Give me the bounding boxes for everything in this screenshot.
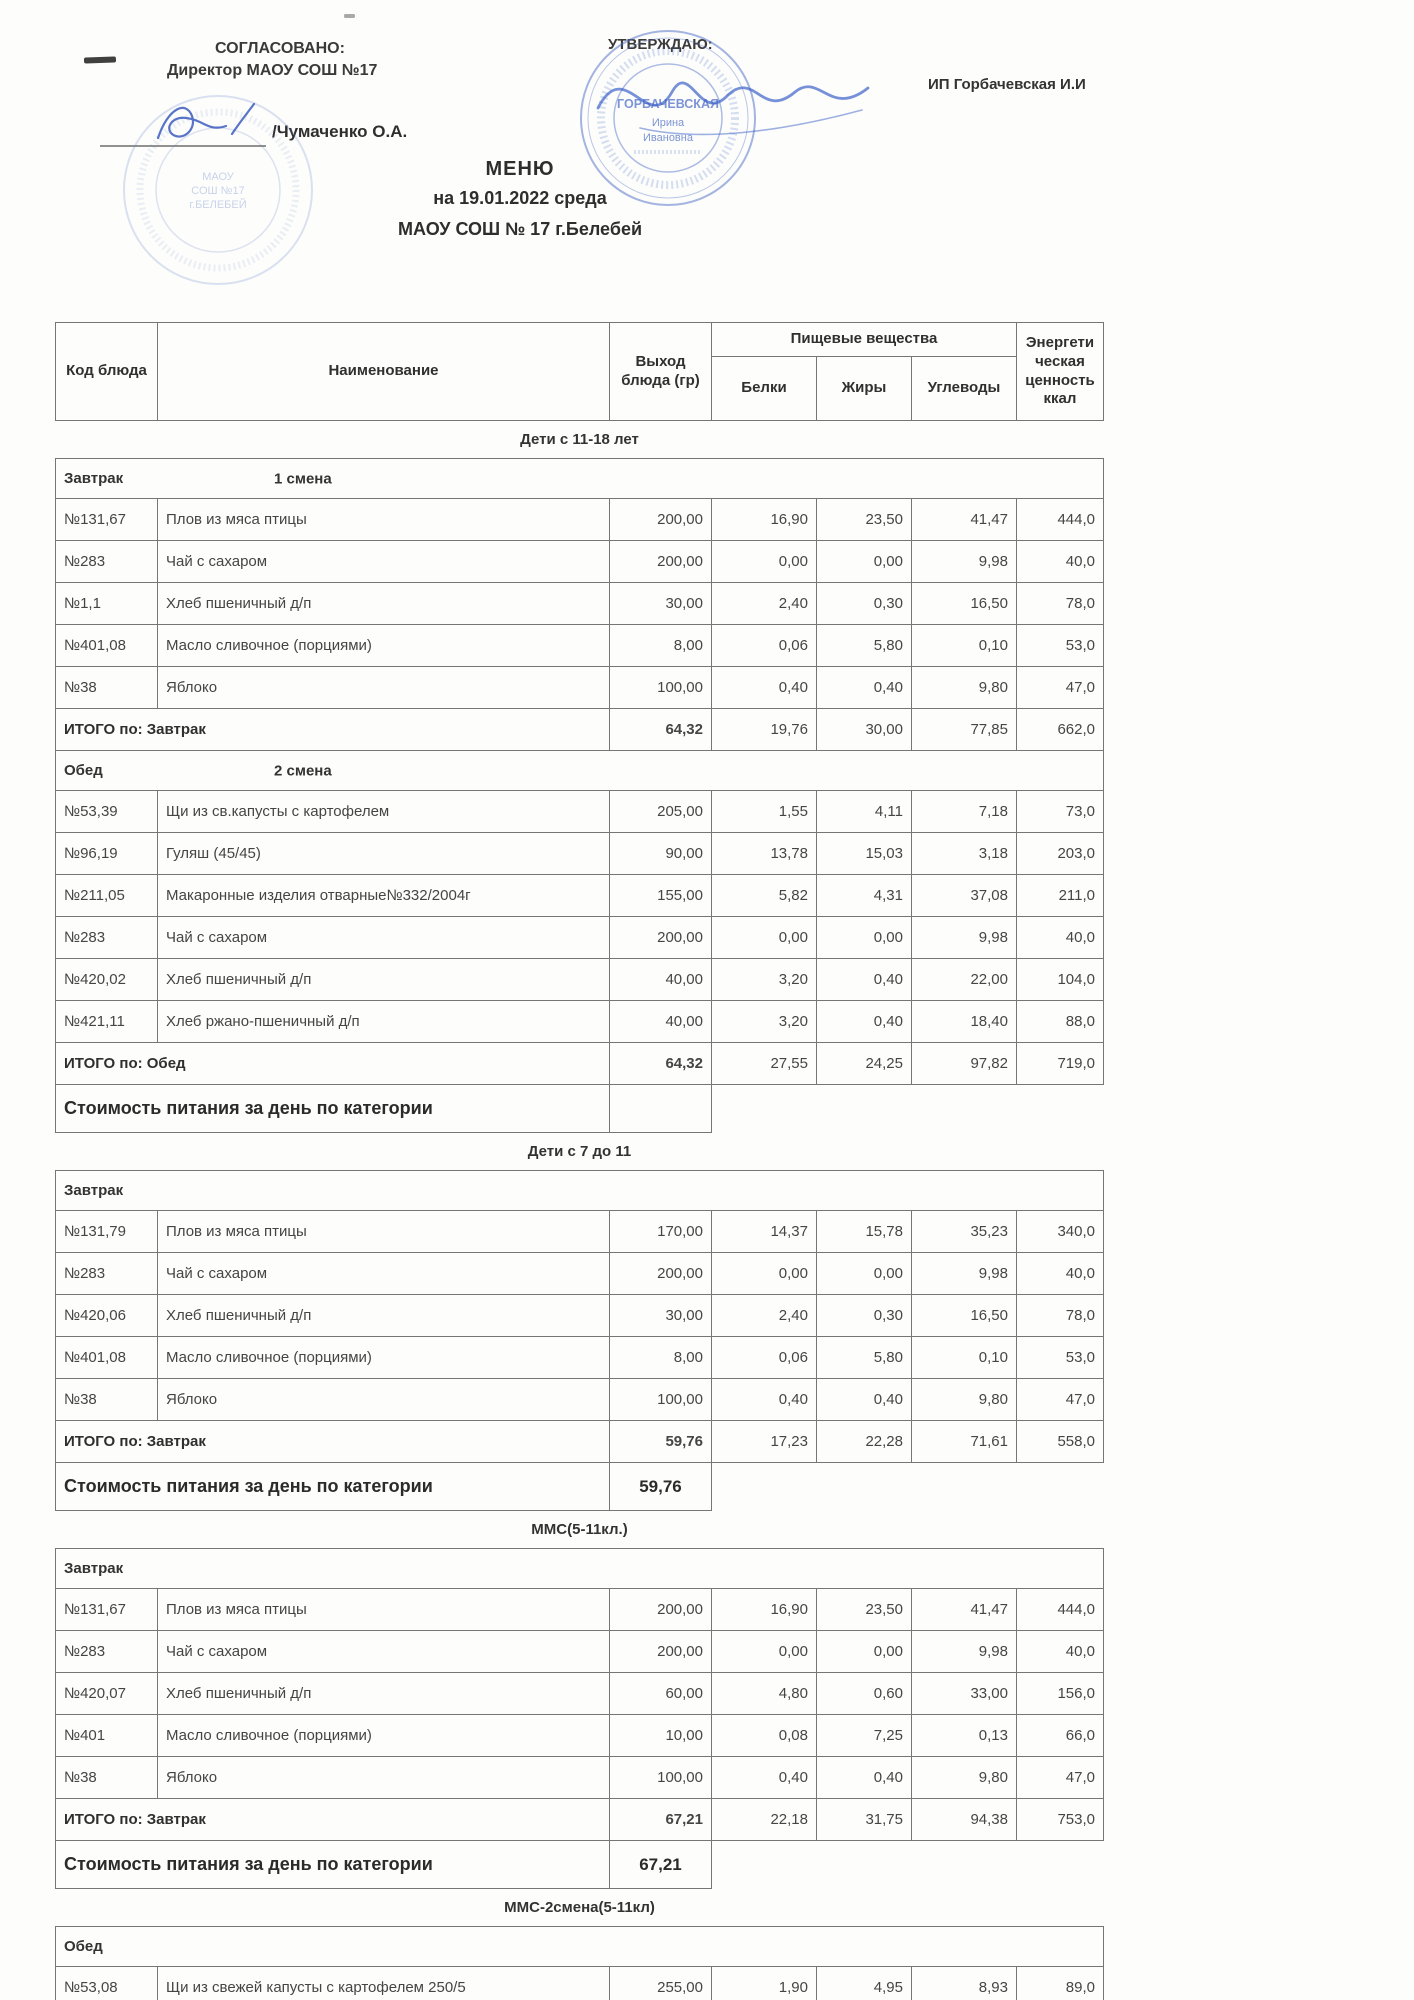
dish-code: №401,08: [56, 625, 158, 667]
dish-fat: 0,60: [817, 1673, 912, 1715]
dish-name: Щи из свежей капусты с картофелем 250/5: [158, 1967, 610, 2000]
dish-carbs: 16,50: [912, 583, 1017, 625]
dish-yield: 200,00: [610, 499, 712, 541]
dish-carbs: 9,98: [912, 541, 1017, 583]
dish-energy: 47,0: [1017, 1757, 1104, 1799]
table-row-dish: [56, 1589, 1104, 1631]
dish-yield: 200,00: [610, 917, 712, 959]
total-protein: 19,76: [712, 709, 817, 751]
dish-name: Чай с сахаром: [158, 1631, 610, 1673]
doc-title-date: на 19.01.2022 среда: [433, 188, 607, 208]
dish-yield: 155,00: [610, 875, 712, 917]
dish-code: №53,08: [56, 1967, 158, 2000]
dish-fat: 23,50: [817, 499, 912, 541]
dish-yield: 30,00: [610, 1295, 712, 1337]
dish-yield: 40,00: [610, 1001, 712, 1043]
dish-energy: 444,0: [1017, 499, 1104, 541]
dish-energy: 73,0: [1017, 791, 1104, 833]
dish-code: №283: [56, 541, 158, 583]
dish-fat: 0,30: [817, 1295, 912, 1337]
dish-protein: 0,40: [712, 1757, 817, 1799]
col-header-nutrients: Пищевые вещества: [712, 323, 1017, 357]
dish-protein: 2,40: [712, 583, 817, 625]
menu-table-body: [56, 421, 1104, 2000]
table-header-row-1: [56, 323, 1104, 357]
dish-energy: 53,0: [1017, 1337, 1104, 1379]
dish-protein: 0,00: [712, 1253, 817, 1295]
dish-carbs: 9,98: [912, 1631, 1017, 1673]
dish-yield: 205,00: [610, 791, 712, 833]
total-yield: 64,32: [610, 709, 712, 751]
dish-yield: 170,00: [610, 1211, 712, 1253]
document-title-block: [80, 158, 960, 240]
table-row-dish: [56, 1295, 1104, 1337]
total-carbs: 77,85: [912, 709, 1017, 751]
table-row-dish: [56, 1631, 1104, 1673]
total-energy: 558,0: [1017, 1421, 1104, 1463]
dish-protein: 14,37: [712, 1211, 817, 1253]
dish-protein: 0,40: [712, 1379, 817, 1421]
total-yield: 67,21: [610, 1799, 712, 1841]
table-row-dish: [56, 625, 1104, 667]
table-row-dish: [56, 1379, 1104, 1421]
table-row-dish: [56, 499, 1104, 541]
dish-yield: 30,00: [610, 583, 712, 625]
total-yield: 64,32: [610, 1043, 712, 1085]
dish-name: Яблоко: [158, 1379, 610, 1421]
dish-code: №1,1: [56, 583, 158, 625]
table-row-dish: [56, 1673, 1104, 1715]
dish-code: №38: [56, 1379, 158, 1421]
dish-protein: 0,06: [712, 1337, 817, 1379]
category-title: Дети с 7 до 11: [527, 1143, 632, 1160]
dish-yield: 200,00: [610, 1253, 712, 1295]
table-row-dish: [56, 1001, 1104, 1043]
day-cost-value: 59,76: [610, 1463, 712, 1511]
table-row-meal: [56, 1549, 1104, 1589]
ip-stamp-firstname: Ирина: [651, 117, 685, 129]
table-row-total: [56, 709, 1104, 751]
cost-filler: [712, 1463, 1104, 1511]
dish-code: №420,06: [56, 1295, 158, 1337]
table-row-total: [56, 1799, 1104, 1841]
meal-label: Завтрак: [64, 1560, 124, 1577]
col-header-name: Наименование: [158, 323, 610, 421]
dish-fat: 15,03: [817, 833, 912, 875]
dish-yield: 10,00: [610, 1715, 712, 1757]
dish-carbs: 22,00: [912, 959, 1017, 1001]
day-cost-value: [610, 1085, 712, 1133]
dish-name: Чай с сахаром: [158, 1253, 610, 1295]
table-row-category: [56, 421, 1104, 459]
table-row-total: [56, 1421, 1104, 1463]
dish-energy: 66,0: [1017, 1715, 1104, 1757]
dish-carbs: 35,23: [912, 1211, 1017, 1253]
dish-name: Хлеб пшеничный д/п: [158, 583, 610, 625]
total-energy: 662,0: [1017, 709, 1104, 751]
dish-fat: 0,00: [817, 1631, 912, 1673]
meal-shift-label: 1 смена: [274, 470, 332, 487]
table-row-category: [56, 1889, 1104, 1927]
dish-yield: 255,00: [610, 1967, 712, 2000]
meal-label: Завтрак: [64, 1182, 124, 1199]
dish-fat: 0,00: [817, 917, 912, 959]
dish-code: №420,07: [56, 1673, 158, 1715]
dish-yield: 200,00: [610, 1589, 712, 1631]
dish-yield: 8,00: [610, 625, 712, 667]
dish-name: Хлеб пшеничный д/п: [158, 959, 610, 1001]
table-row-dish: [56, 1757, 1104, 1799]
dish-energy: 78,0: [1017, 583, 1104, 625]
day-cost-label: Стоимость питания за день по категории: [56, 1463, 610, 1511]
table-row-cost: [56, 1463, 1104, 1511]
dish-carbs: 3,18: [912, 833, 1017, 875]
dish-name: Щи из св.капусты с картофелем: [158, 791, 610, 833]
dish-fat: 0,00: [817, 541, 912, 583]
dish-protein: 0,06: [712, 625, 817, 667]
table-row-category: [56, 1511, 1104, 1549]
dish-protein: 1,90: [712, 1967, 817, 2000]
school-stamp-text: г.БЕЛЕБЕЙ: [189, 199, 247, 211]
dish-yield: 60,00: [610, 1673, 712, 1715]
dish-carbs: 18,40: [912, 1001, 1017, 1043]
meal-label: Завтрак: [64, 470, 124, 487]
dish-energy: 53,0: [1017, 625, 1104, 667]
dish-code: №131,67: [56, 499, 158, 541]
total-carbs: 94,38: [912, 1799, 1017, 1841]
table-row-total: [56, 1043, 1104, 1085]
dish-yield: 200,00: [610, 1631, 712, 1673]
dish-name: Гуляш (45/45): [158, 833, 610, 875]
dish-carbs: 16,50: [912, 1295, 1017, 1337]
cost-filler: [712, 1085, 1104, 1133]
doc-title-school: МАОУ СОШ № 17 г.Белебей: [397, 219, 643, 239]
dish-carbs: 9,98: [912, 917, 1017, 959]
dish-code: №401,08: [56, 1337, 158, 1379]
dish-yield: 90,00: [610, 833, 712, 875]
dish-code: №38: [56, 667, 158, 709]
dish-energy: 88,0: [1017, 1001, 1104, 1043]
dish-carbs: 9,98: [912, 1253, 1017, 1295]
dish-energy: 40,0: [1017, 917, 1104, 959]
dish-energy: 78,0: [1017, 1295, 1104, 1337]
meal-row-cell: [56, 1927, 1104, 1967]
table-row-dish: [56, 917, 1104, 959]
table-row-dish: [56, 667, 1104, 709]
director-printed-name: /Чумаченко О.А.: [272, 122, 408, 141]
total-label: ИТОГО по: Завтрак: [56, 709, 610, 751]
doc-title: МЕНЮ: [485, 158, 555, 180]
dish-name: Макаронные изделия отварные№332/2004г: [158, 875, 610, 917]
day-cost-label: Стоимость питания за день по категории: [56, 1841, 610, 1889]
total-label: ИТОГО по: Обед: [56, 1043, 610, 1085]
table-row-dish: [56, 875, 1104, 917]
school-stamp-text: МАОУ: [202, 171, 234, 183]
dish-protein: 3,20: [712, 959, 817, 1001]
dish-name: Масло сливочное (порциями): [158, 1715, 610, 1757]
table-row-dish: [56, 1253, 1104, 1295]
dish-code: №420,02: [56, 959, 158, 1001]
dish-fat: 4,95: [817, 1967, 912, 2000]
dish-protein: 0,00: [712, 541, 817, 583]
dish-protein: 0,40: [712, 667, 817, 709]
col-header-fat: Жиры: [817, 357, 912, 421]
dish-name: Яблоко: [158, 1757, 610, 1799]
dish-energy: 340,0: [1017, 1211, 1104, 1253]
dish-fat: 7,25: [817, 1715, 912, 1757]
dish-fat: 0,40: [817, 667, 912, 709]
dish-code: №421,11: [56, 1001, 158, 1043]
dish-energy: 211,0: [1017, 875, 1104, 917]
day-cost-label: Стоимость питания за день по категории: [56, 1085, 610, 1133]
table-row-dish: [56, 833, 1104, 875]
dish-fat: 23,50: [817, 1589, 912, 1631]
col-header-yield: Выход блюда (гр): [610, 323, 712, 421]
dish-yield: 100,00: [610, 667, 712, 709]
dish-yield: 100,00: [610, 1379, 712, 1421]
table-row-meal: [56, 751, 1104, 791]
dish-protein: 4,80: [712, 1673, 817, 1715]
dish-energy: 47,0: [1017, 667, 1104, 709]
dish-energy: 40,0: [1017, 1631, 1104, 1673]
dish-protein: 0,00: [712, 1631, 817, 1673]
meal-row-cell: [56, 751, 1104, 791]
table-row-meal: [56, 1171, 1104, 1211]
dish-carbs: 9,80: [912, 1757, 1017, 1799]
dish-yield: 100,00: [610, 1757, 712, 1799]
dish-fat: 4,31: [817, 875, 912, 917]
total-energy: 719,0: [1017, 1043, 1104, 1085]
dish-carbs: 8,93: [912, 1967, 1017, 2000]
dish-energy: 203,0: [1017, 833, 1104, 875]
total-fat: 24,25: [817, 1043, 912, 1085]
school-stamp-text: СОШ №17: [191, 185, 245, 197]
dish-code: №211,05: [56, 875, 158, 917]
dish-fat: 0,40: [817, 1379, 912, 1421]
category-title: ММС(5-11кл.): [531, 1521, 628, 1538]
table-row-cost: [56, 1841, 1104, 1889]
total-fat: 31,75: [817, 1799, 912, 1841]
table-row-meal: [56, 1927, 1104, 1967]
dish-code: №53,39: [56, 791, 158, 833]
dish-energy: 40,0: [1017, 1253, 1104, 1295]
day-cost-value: 67,21: [610, 1841, 712, 1889]
col-header-protein: Белки: [712, 357, 817, 421]
total-protein: 27,55: [712, 1043, 817, 1085]
dish-fat: 0,40: [817, 1757, 912, 1799]
meal-label: Обед: [64, 1938, 103, 1955]
dish-energy: 89,0: [1017, 1967, 1104, 2000]
dish-carbs: 41,47: [912, 499, 1017, 541]
dish-yield: 200,00: [610, 541, 712, 583]
dish-name: Хлеб ржано-пшеничный д/п: [158, 1001, 610, 1043]
dish-protein: 5,82: [712, 875, 817, 917]
dish-name: Плов из мяса птицы: [158, 1589, 610, 1631]
category-title: ММС-2смена(5-11кл): [504, 1899, 655, 1916]
cost-filler: [712, 1841, 1104, 1889]
total-protein: 22,18: [712, 1799, 817, 1841]
dish-name: Чай с сахаром: [158, 541, 610, 583]
dish-energy: 156,0: [1017, 1673, 1104, 1715]
meal-row-cell: [56, 1549, 1104, 1589]
col-header-code: Код блюда: [56, 323, 158, 421]
col-header-energy: Энергети ческая ценность ккал: [1017, 323, 1104, 421]
dish-name: Хлеб пшеничный д/п: [158, 1295, 610, 1337]
dish-code: №283: [56, 917, 158, 959]
dish-code: №283: [56, 1631, 158, 1673]
dish-name: Масло сливочное (порциями): [158, 1337, 610, 1379]
total-fat: 22,28: [817, 1421, 912, 1463]
ip-stamp-patronymic: Ивановна: [643, 132, 693, 144]
agreed-role: Директор МАОУ СОШ №17: [167, 62, 378, 79]
dish-energy: 47,0: [1017, 1379, 1104, 1421]
total-carbs: 71,61: [912, 1421, 1017, 1463]
table-row-dish: [56, 1967, 1104, 2000]
dish-code: №131,67: [56, 1589, 158, 1631]
dish-carbs: 7,18: [912, 791, 1017, 833]
meal-label: Обед: [64, 762, 103, 779]
dish-name: Плов из мяса птицы: [158, 1211, 610, 1253]
table-row-dish: [56, 1337, 1104, 1379]
dish-name: Масло сливочное (порциями): [158, 625, 610, 667]
dish-protein: 0,00: [712, 917, 817, 959]
dish-name: Хлеб пшеничный д/п: [158, 1673, 610, 1715]
dish-carbs: 9,80: [912, 667, 1017, 709]
dish-carbs: 0,10: [912, 625, 1017, 667]
dish-fat: 0,40: [817, 1001, 912, 1043]
dish-fat: 0,40: [817, 959, 912, 1001]
dish-carbs: 41,47: [912, 1589, 1017, 1631]
dish-protein: 2,40: [712, 1295, 817, 1337]
dish-code: №38: [56, 1757, 158, 1799]
menu-table: [55, 322, 1104, 2000]
dish-fat: 0,30: [817, 583, 912, 625]
table-row-dish: [56, 1211, 1104, 1253]
table-row-cost: [56, 1085, 1104, 1133]
total-carbs: 97,82: [912, 1043, 1017, 1085]
table-row-dish: [56, 959, 1104, 1001]
ip-stamp-surname: ГОРБАЧЕВСКАЯ: [617, 97, 719, 111]
table-row-dish: [56, 541, 1104, 583]
dish-yield: 8,00: [610, 1337, 712, 1379]
total-label: ИТОГО по: Завтрак: [56, 1799, 610, 1841]
dish-code: №283: [56, 1253, 158, 1295]
dish-name: Чай с сахаром: [158, 917, 610, 959]
meal-row-cell: [56, 1171, 1104, 1211]
dish-protein: 13,78: [712, 833, 817, 875]
dish-protein: 16,90: [712, 1589, 817, 1631]
dish-fat: 5,80: [817, 625, 912, 667]
table-row-category: [56, 1133, 1104, 1171]
dish-energy: 104,0: [1017, 959, 1104, 1001]
meal-row-cell: [56, 459, 1104, 499]
dish-name: Яблоко: [158, 667, 610, 709]
total-yield: 59,76: [610, 1421, 712, 1463]
total-protein: 17,23: [712, 1421, 817, 1463]
dish-carbs: 37,08: [912, 875, 1017, 917]
total-label: ИТОГО по: Завтрак: [56, 1421, 610, 1463]
dish-fat: 15,78: [817, 1211, 912, 1253]
dish-carbs: 0,13: [912, 1715, 1017, 1757]
meal-shift-label: 2 смена: [274, 762, 332, 779]
table-row-meal: [56, 459, 1104, 499]
dish-code: №96,19: [56, 833, 158, 875]
dish-code: №401: [56, 1715, 158, 1757]
approved-label: УТВЕРЖДАЮ:: [608, 36, 713, 53]
agreed-label: СОГЛАСОВАНО:: [215, 40, 345, 57]
table-row-dish: [56, 583, 1104, 625]
approver-entity-name: ИП Горбачевская И.И: [928, 76, 1086, 93]
total-energy: 753,0: [1017, 1799, 1104, 1841]
dish-carbs: 9,80: [912, 1379, 1017, 1421]
table-row-dish: [56, 1715, 1104, 1757]
table-row-dish: [56, 791, 1104, 833]
dish-protein: 1,55: [712, 791, 817, 833]
dish-yield: 40,00: [610, 959, 712, 1001]
dish-protein: 3,20: [712, 1001, 817, 1043]
dish-fat: 0,00: [817, 1253, 912, 1295]
dish-protein: 0,08: [712, 1715, 817, 1757]
ip-signature: [598, 83, 868, 135]
dish-name: Плов из мяса птицы: [158, 499, 610, 541]
dish-code: №131,79: [56, 1211, 158, 1253]
category-title: Дети с 11-18 лет: [520, 431, 639, 448]
dish-fat: 5,80: [817, 1337, 912, 1379]
dish-protein: 16,90: [712, 499, 817, 541]
total-fat: 30,00: [817, 709, 912, 751]
dish-carbs: 0,10: [912, 1337, 1017, 1379]
dish-energy: 40,0: [1017, 541, 1104, 583]
dish-fat: 4,11: [817, 791, 912, 833]
col-header-carbs: Углеводы: [912, 357, 1017, 421]
dish-energy: 444,0: [1017, 1589, 1104, 1631]
director-signature: [158, 104, 254, 138]
dish-carbs: 33,00: [912, 1673, 1017, 1715]
